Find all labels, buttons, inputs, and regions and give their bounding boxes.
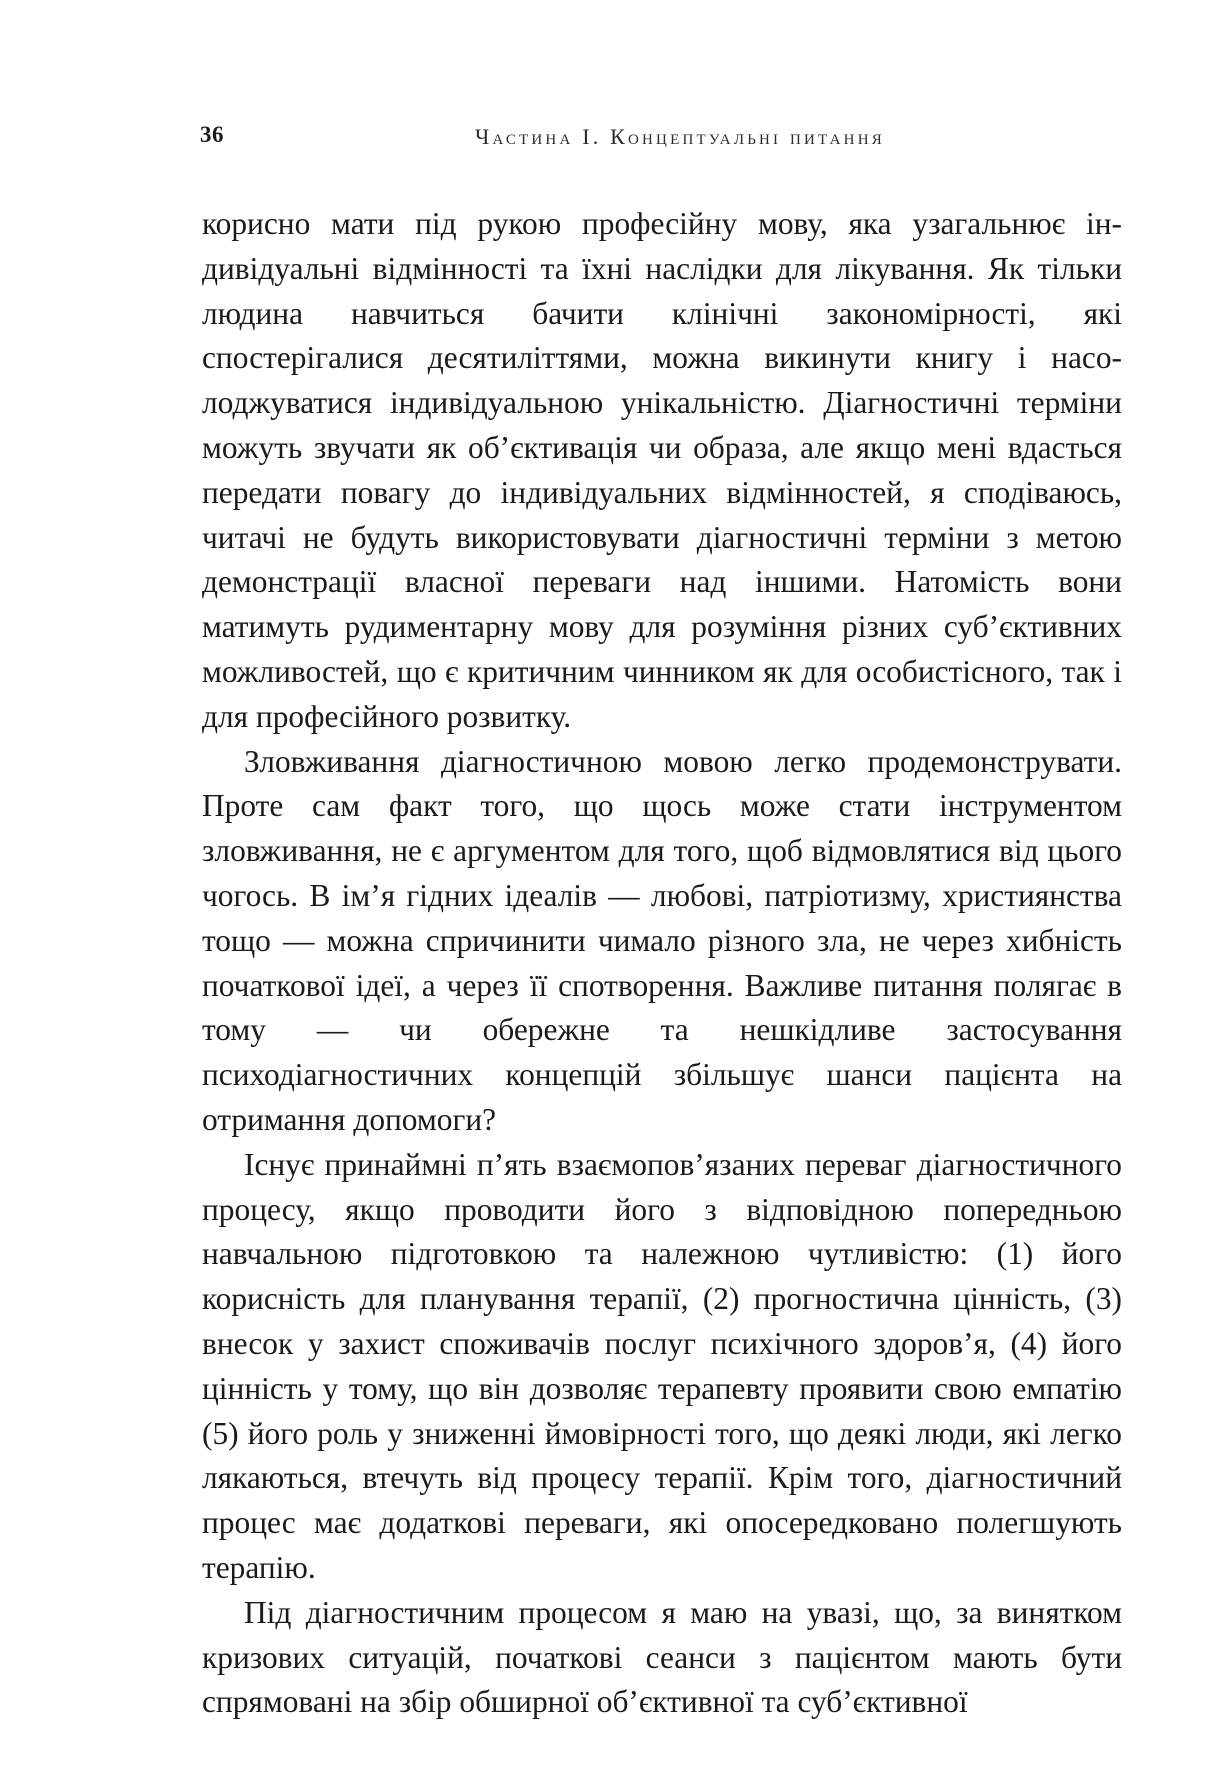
paragraph-diagnostic-benefits: Існує принаймні п’ять взаємопов’язаних переваг діагностичного процесу, якщо проводити його з відповідною попередньою навчальною підготовкою та належною чутливістю: (1) його корисність для планування терапії, (2) прогностична цінність, (3) внесок у захист споживачів послуг психічного здоров’я, (4) його цінність у тому, що він дозволяє терапевту проявити свою емпатію (5) його роль у зниженні ймовірності того, що деякі люди, які легко лякаються, втечуть від процесу терапії. Крім того, діагностичний процес має додаткові переваги, які опосередковано полегшують терапію. <box>202 1146 1122 1585</box>
page-number: 36 <box>200 122 224 147</box>
paragraph-diagnostic-language-abuse: Зловживання діагностичною мовою легко продемонструвати. Проте сам факт того, що щось може стати інструментом зловживання, не є аргументом для того, щоб відмовлятися від цього чогось. В ім’я гідних ідеалів — любові, патріотизму, християнства тощо — можна спричинити чимало різного зла, не через хибність початкової ідеї, а через її спотворення. Важливе питання полягає в тому — чи обережне та нешкідливе застосування психодіагностичних концепцій збільшує шанси пацієнта на отримання допомоги? <box>202 743 1122 1137</box>
body-text <box>202 202 1122 1725</box>
running-title: Частина І. Концептуальні питання <box>475 124 885 149</box>
paragraph-continued: корисно мати під рукою професійну мову, яка узагальнює індивідуальні відмінності та їхні наслідки для лікування. Як тільки людина навчиться бачити клінічні закономірності, які спостерігалися десятиліттями, можна викинути книгу і насолоджуватися індивідуальною унікальністю. Діагностичні терміни можуть звучати як об’єктивація чи образа, але якщо мені вдасться передати повагу до індивідуальних відмінностей, я сподіваюсь, читачі не будуть використовувати діагностичні терміни з метою демонстрації власної переваги над іншими. Натомість вони матимуть рудиментарну мову для розуміння різних суб’єктивних можливостей, що є критичним чинником як для особистісного, так і для професійного розвитку. <box>202 206 1122 734</box>
running-head <box>200 122 1120 162</box>
paragraph-diagnostic-process: Під діагностичним процесом я маю на увазі, що, за винятком кризових ситуацій, початкові сеанси з пацієнтом мають бути спрямовані на збір обширної об’єктивної та суб’єктивної <box>202 1594 1122 1720</box>
